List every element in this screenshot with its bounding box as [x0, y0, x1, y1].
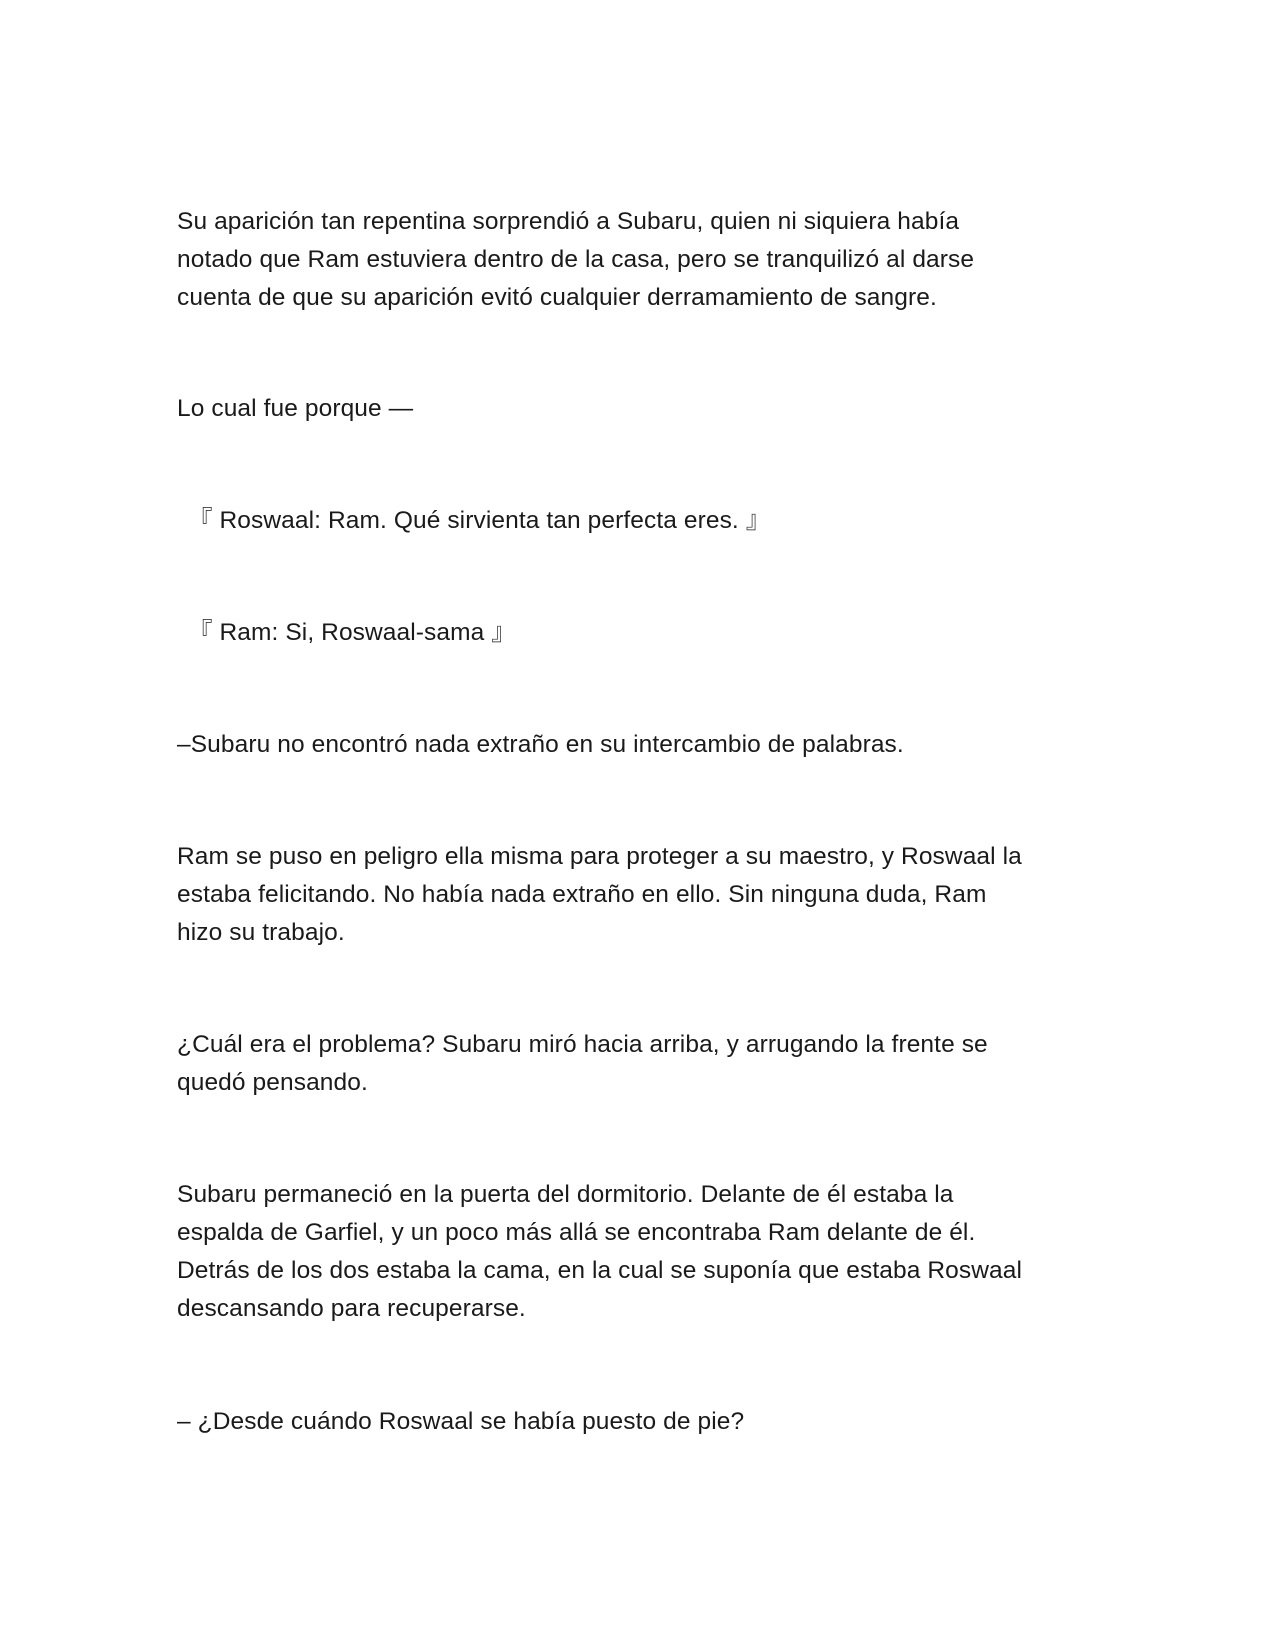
text-line: Ram se puso en peligro ella misma para proteger a su maestro, y Roswaal la — [177, 843, 1022, 870]
text-line: Su aparición tan repentina sorprendió a Subaru, quien ni siquiera había — [177, 208, 960, 235]
paragraph-problem — [177, 1026, 1097, 1102]
paragraph-ram-danger — [177, 838, 1097, 952]
text-line: espalda de Garfiel, y un poco más allá se encontraba Ram delante de él. — [177, 1219, 976, 1246]
text-line: cuenta de que su aparición evitó cualquier derramamiento de sangre. — [177, 284, 937, 311]
text-line: 『 Ram: Si, Roswaal-sama 』 — [188, 619, 516, 646]
text-line: Lo cual fue porque — — [177, 395, 414, 422]
text-line: notado que Ram estuviera dentro de la casa, pero se tranquilizó al darse — [177, 246, 975, 273]
text-line: estaba felicitando. No había nada extraño en ello. Sin ninguna duda, Ram — [177, 881, 987, 908]
text-line: –Subaru no encontró nada extraño en su intercambio de palabras. — [177, 731, 904, 758]
dialogue-roswaal — [188, 502, 1108, 540]
text-line: – ¿Desde cuándo Roswaal se había puesto de pie? — [177, 1408, 745, 1435]
paragraph-sudden-appearance — [177, 203, 1097, 317]
paragraph-nothing-strange — [177, 726, 1097, 764]
text-line: Subaru permaneció en la puerta del dormitorio. Delante de él estaba la — [177, 1181, 954, 1208]
text-line: ¿Cuál era el problema? Subaru miró hacia arriba, y arrugando la frente se — [177, 1031, 988, 1058]
paragraph-bedroom-door — [177, 1176, 1097, 1328]
text-line: descansando para recuperarse. — [177, 1295, 526, 1322]
paragraph-question — [177, 1403, 1097, 1441]
text-line: Detrás de los dos estaba la cama, en la cual se suponía que estaba Roswaal — [177, 1257, 1022, 1284]
dialogue-ram — [188, 614, 1108, 652]
text-line: quedó pensando. — [177, 1069, 368, 1096]
text-line: hizo su trabajo. — [177, 919, 345, 946]
paragraph-reason — [177, 390, 1097, 428]
text-line: 『 Roswaal: Ram. Qué sirvienta tan perfecta eres. 』 — [188, 507, 771, 534]
